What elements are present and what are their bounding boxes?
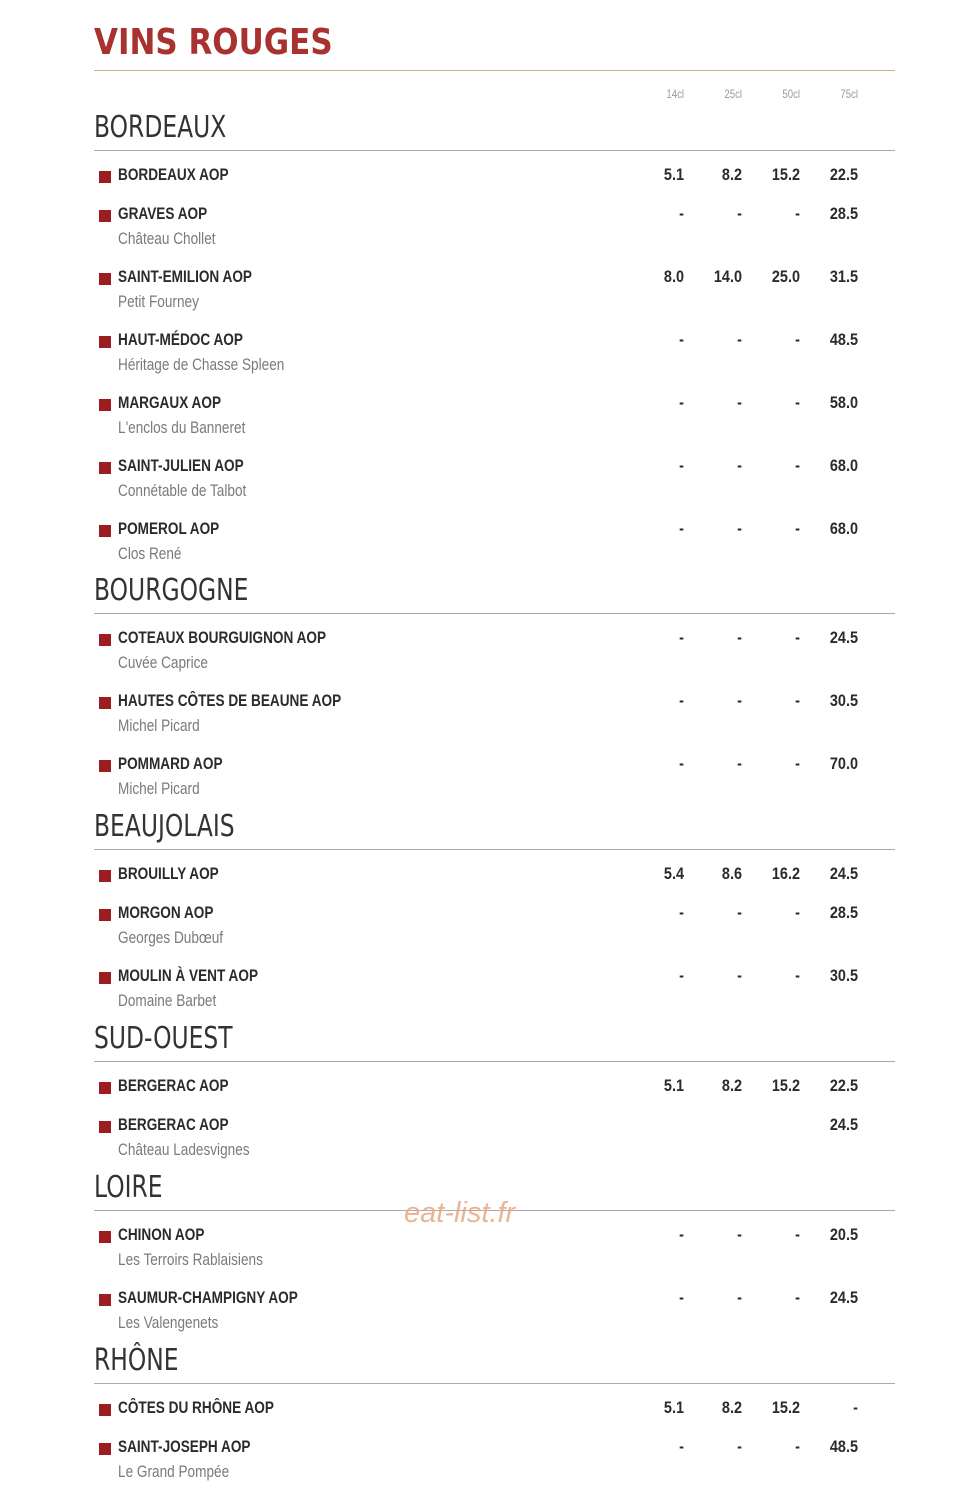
price-14cl: 5.1 <box>663 1398 684 1417</box>
price-25cl: 8.2 <box>721 165 742 184</box>
column-header-25cl: 25cl <box>724 87 742 101</box>
price-75cl: 24.5 <box>829 1288 858 1307</box>
price-75cl: 68.0 <box>829 519 858 538</box>
price-50cl: - <box>795 456 800 475</box>
price-25cl: - <box>737 691 742 710</box>
wine-name: BERGERAC AOP <box>118 1115 229 1134</box>
price-14cl: - <box>679 1437 684 1456</box>
wine-producer: Les Valengenets <box>118 1313 219 1332</box>
bullet-square-icon <box>99 462 111 474</box>
wine-name: POMMARD AOP <box>118 754 223 773</box>
price-75cl: - <box>853 1398 858 1417</box>
price-25cl: 14.0 <box>713 267 742 286</box>
price-50cl: - <box>795 330 800 349</box>
wine-producer: Le Grand Pompée <box>118 1462 230 1481</box>
price-50cl: - <box>795 754 800 773</box>
wine-item <box>94 267 895 311</box>
wine-name: POMEROL AOP <box>118 519 220 538</box>
price-14cl: - <box>679 628 684 647</box>
price-25cl: - <box>737 628 742 647</box>
wine-name: CÔTES DU RHÔNE AOP <box>118 1398 274 1417</box>
bullet-square-icon <box>99 1082 111 1094</box>
bullet-square-icon <box>99 870 111 882</box>
wine-producer: Les Terroirs Rablaisiens <box>118 1250 263 1269</box>
wine-producer: L'enclos du Banneret <box>118 418 246 437</box>
region-divider <box>94 1061 895 1062</box>
price-75cl: 58.0 <box>829 393 858 412</box>
wine-item <box>94 691 895 735</box>
price-50cl: 15.2 <box>771 1076 800 1095</box>
region-divider <box>94 849 895 850</box>
bullet-square-icon <box>99 1121 111 1133</box>
price-50cl: - <box>795 519 800 538</box>
price-50cl: - <box>795 204 800 223</box>
wine-producer: Héritage de Chasse Spleen <box>118 355 285 374</box>
wine-name: MORGON AOP <box>118 903 214 922</box>
wine-producer: Michel Picard <box>118 716 200 735</box>
price-75cl: 48.5 <box>829 330 858 349</box>
wine-producer: Georges Dubœuf <box>118 928 224 947</box>
bullet-square-icon <box>99 399 111 411</box>
price-25cl: 8.2 <box>721 1076 742 1095</box>
region-title: LOIRE <box>94 1170 163 1205</box>
price-14cl: 5.1 <box>663 1076 684 1095</box>
wine-item <box>94 519 895 563</box>
price-25cl: 8.2 <box>721 1398 742 1417</box>
wine-name: BROUILLY AOP <box>118 864 219 883</box>
price-14cl: - <box>679 204 684 223</box>
bullet-square-icon <box>99 273 111 285</box>
wine-item <box>94 204 895 248</box>
price-50cl: 16.2 <box>771 864 800 883</box>
bullet-square-icon <box>99 210 111 222</box>
price-50cl: - <box>795 903 800 922</box>
wine-name: HAUT-MÉDOC AOP <box>118 330 243 349</box>
bullet-square-icon <box>99 1443 111 1455</box>
price-75cl: 24.5 <box>829 1115 858 1134</box>
region-divider <box>94 150 895 151</box>
price-14cl: - <box>679 903 684 922</box>
wine-name: HAUTES CÔTES DE BEAUNE AOP <box>118 691 342 710</box>
price-75cl: 20.5 <box>829 1225 858 1244</box>
wine-item <box>94 1288 895 1332</box>
wine-item <box>94 330 895 374</box>
price-75cl: 22.5 <box>829 165 858 184</box>
price-14cl: - <box>679 519 684 538</box>
wine-name: MARGAUX AOP <box>118 393 222 412</box>
price-14cl: 5.1 <box>663 165 684 184</box>
price-14cl: 8.0 <box>663 267 684 286</box>
price-75cl: 24.5 <box>829 864 858 883</box>
region-divider <box>94 613 895 614</box>
wine-name: MOULIN À VENT AOP <box>118 966 259 985</box>
price-14cl: - <box>679 456 684 475</box>
price-25cl: - <box>737 966 742 985</box>
price-25cl: - <box>737 1288 742 1307</box>
price-25cl: - <box>737 393 742 412</box>
wine-producer: Château Ladesvignes <box>118 1140 250 1159</box>
price-75cl: 70.0 <box>829 754 858 773</box>
price-75cl: 68.0 <box>829 456 858 475</box>
wine-item <box>94 1076 895 1096</box>
wine-name: SAINT-JULIEN AOP <box>118 456 244 475</box>
column-header-50cl: 50cl <box>782 87 800 101</box>
price-75cl: 30.5 <box>829 966 858 985</box>
wine-name: SAINT-EMILION AOP <box>118 267 252 286</box>
region-title: BEAUJOLAIS <box>94 809 235 844</box>
price-50cl: - <box>795 1288 800 1307</box>
price-50cl: 15.2 <box>771 165 800 184</box>
price-50cl: - <box>795 628 800 647</box>
wine-producer: Château Chollet <box>118 229 216 248</box>
bullet-square-icon <box>99 525 111 537</box>
price-14cl: 5.4 <box>663 864 684 883</box>
region-title: BORDEAUX <box>94 110 227 145</box>
price-25cl: - <box>737 330 742 349</box>
bullet-square-icon <box>99 1294 111 1306</box>
region-title: RHÔNE <box>94 1343 179 1378</box>
price-75cl: 28.5 <box>829 204 858 223</box>
bullet-square-icon <box>99 171 111 183</box>
bullet-square-icon <box>99 760 111 772</box>
price-14cl: - <box>679 1225 684 1244</box>
wine-name: BERGERAC AOP <box>118 1076 229 1095</box>
column-header-75cl: 75cl <box>840 87 858 101</box>
page-title: VINS ROUGES <box>94 22 333 63</box>
price-25cl: - <box>737 456 742 475</box>
wine-item <box>94 1115 895 1159</box>
wine-producer: Cuvée Caprice <box>118 653 208 672</box>
region-title: SUD-OUEST <box>94 1021 233 1056</box>
wine-item <box>94 393 895 437</box>
price-75cl: 24.5 <box>829 628 858 647</box>
price-14cl: - <box>679 966 684 985</box>
price-75cl: 22.5 <box>829 1076 858 1095</box>
wine-producer: Domaine Barbet <box>118 991 217 1010</box>
wine-name: SAINT-JOSEPH AOP <box>118 1437 251 1456</box>
price-50cl: 25.0 <box>771 267 800 286</box>
wine-item <box>94 165 895 185</box>
bullet-square-icon <box>99 909 111 921</box>
wine-name: SAUMUR-CHAMPIGNY AOP <box>118 1288 298 1307</box>
price-14cl: - <box>679 754 684 773</box>
bullet-square-icon <box>99 1231 111 1243</box>
price-50cl: - <box>795 1225 800 1244</box>
column-header-14cl: 14cl <box>666 87 684 101</box>
wine-name: COTEAUX BOURGUIGNON AOP <box>118 628 327 647</box>
price-14cl: - <box>679 330 684 349</box>
price-25cl: - <box>737 903 742 922</box>
bullet-square-icon <box>99 697 111 709</box>
region-divider <box>94 1383 895 1384</box>
price-50cl: - <box>795 393 800 412</box>
wine-item <box>94 903 895 947</box>
wine-producer: Connétable de Talbot <box>118 481 247 500</box>
bullet-square-icon <box>99 634 111 646</box>
price-25cl: - <box>737 1437 742 1456</box>
wine-producer: Michel Picard <box>118 779 200 798</box>
wine-producer: Clos René <box>118 544 182 563</box>
wine-item <box>94 628 895 672</box>
price-25cl: - <box>737 1225 742 1244</box>
price-50cl: - <box>795 691 800 710</box>
price-25cl: - <box>737 754 742 773</box>
price-75cl: 48.5 <box>829 1437 858 1456</box>
wine-item <box>94 754 895 798</box>
wine-item <box>94 1398 895 1418</box>
price-14cl: - <box>679 691 684 710</box>
price-50cl: - <box>795 966 800 985</box>
wine-item <box>94 1437 895 1481</box>
wine-item <box>94 864 895 884</box>
bullet-square-icon <box>99 972 111 984</box>
wine-producer: Petit Fourney <box>118 292 199 311</box>
watermark: eat-list.fr <box>404 1197 516 1229</box>
price-25cl: - <box>737 519 742 538</box>
price-75cl: 28.5 <box>829 903 858 922</box>
price-50cl: 15.2 <box>771 1398 800 1417</box>
price-25cl: - <box>737 204 742 223</box>
price-14cl: - <box>679 1288 684 1307</box>
price-75cl: 31.5 <box>829 267 858 286</box>
wine-item <box>94 966 895 1010</box>
price-25cl: 8.6 <box>721 864 742 883</box>
title-divider <box>94 70 895 71</box>
wine-name: BORDEAUX AOP <box>118 165 229 184</box>
price-50cl: - <box>795 1437 800 1456</box>
wine-name: CHINON AOP <box>118 1225 205 1244</box>
bullet-square-icon <box>99 1404 111 1416</box>
region-title: BOURGOGNE <box>94 573 249 608</box>
wine-item <box>94 456 895 500</box>
wine-name: GRAVES AOP <box>118 204 208 223</box>
price-14cl: - <box>679 393 684 412</box>
bullet-square-icon <box>99 336 111 348</box>
price-75cl: 30.5 <box>829 691 858 710</box>
